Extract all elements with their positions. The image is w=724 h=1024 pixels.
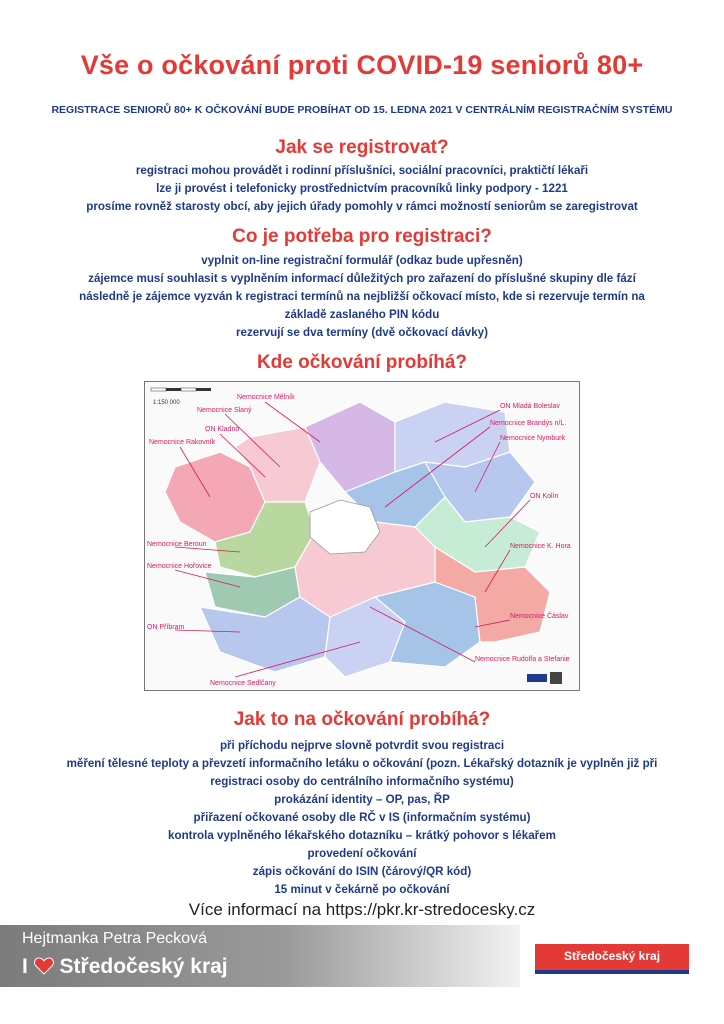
map-label: Nemocnice Nymburk [500, 435, 565, 442]
brand-stripe [535, 970, 689, 974]
more-info-link[interactable]: Více informací na https://pkr.kr-stredocesky.cz [188, 900, 536, 919]
map-label: Nemocnice K. Hora [510, 543, 571, 550]
list-item: základě zaslaného PIN kódu [284, 308, 440, 321]
map-label: Nemocnice Slaný [197, 407, 252, 414]
list-item: lze ji provést i telefonicky prostřednictvím pracovníků linky podpory - 1221 [156, 182, 568, 195]
heart-icon [34, 957, 54, 975]
vaccination-centers-map [144, 381, 580, 691]
list-item: přiřazení očkované osoby dle RČ v IS (informačním systému) [193, 811, 531, 824]
list-item: rezervují se dva termíny (dvě očkovací dávky) [236, 326, 488, 339]
list-item: prosíme rovněž starosty obcí, aby jejich úřady pomohly v rámci možností seniorům se zaregistrovat [86, 200, 638, 213]
map-label: Nemocnice Mělník [237, 394, 295, 401]
list-item: 15 minut v čekárně po očkování [274, 883, 450, 896]
map-label: Nemocnice Brandýs n/L. [490, 420, 567, 427]
page-title: Vše o očkování proti COVID-19 seniorů 80+ [80, 50, 644, 80]
footer-governor: Hejtmanka Petra Pecková [22, 930, 207, 947]
list-item: při příchodu nejprve slovně potvrdit svou registraci [219, 739, 505, 752]
list-item: zápis očkování do ISIN (čárový/QR kód) [252, 865, 472, 878]
region-prague [310, 500, 380, 554]
heading-how-it-goes: Jak to na očkování probíhá? [233, 709, 491, 730]
brand-logo: Středočeský kraj [535, 944, 689, 970]
map-label: Nemocnice Beroun [147, 541, 207, 548]
map-label: ON Kolín [530, 493, 559, 500]
map-label: ON Příbram [147, 624, 185, 631]
scale-bar [151, 388, 211, 406]
list-item: následně je zájemce vyzván k registraci termínů na nejbližší očkovací místo, kde si rezervuje termín na [79, 290, 645, 303]
list-item: vyplnit on-line registrační formulář (odkaz bude upřesněn) [201, 254, 523, 267]
region-map-svg [145, 382, 579, 690]
list-item: zájemce musí souhlasit s vyplněním informací důležitých pro zařazení do příslušné skupiny dle fází [88, 272, 636, 285]
map-label: Nemocnice Rudolfa a Stefanie [475, 656, 570, 663]
list-item: měření tělesné teploty a převzetí informačního letáku o očkování (pozn. Lékařský dotazník je vyplněn již při [66, 757, 658, 770]
map-label: ON Mladá Boleslav [500, 403, 560, 410]
list-item: prokázání identity – OP, pas, ŘP [274, 793, 450, 806]
map-label: Nemocnice Sedlčany [210, 680, 276, 687]
map-logo-box [527, 674, 547, 682]
map-label: Nemocnice Rakovník [149, 439, 216, 446]
list-item: provedení očkování [307, 847, 417, 860]
list-item: registraci mohou provádět i rodinní příslušníci, sociální pracovníci, praktičtí lékaři [135, 164, 589, 177]
heading-what-is-needed: Co je potřeba pro registraci? [232, 226, 492, 247]
how-to-register-list [0, 162, 724, 216]
how-it-goes-list [0, 737, 724, 899]
what-is-needed-list [0, 252, 724, 342]
footer-slogan [22, 955, 228, 979]
scale-label: 1:150 000 [153, 400, 180, 406]
registration-notice: REGISTRACE SENIORŮ 80+ K OČKOVÁNÍ BUDE PROBÍHAT OD 15. LEDNA 2021 V CENTRÁLNÍM REGISTRAČNÍM SYSTÉMU [51, 104, 673, 116]
qr-code-icon [550, 672, 562, 684]
heading-where-vaccination: Kde očkování probíhá? [256, 352, 468, 373]
map-label: ON Kladno [205, 426, 240, 433]
footer-slogan-prefix: I [22, 955, 28, 978]
list-item: kontrola vyplněného lékařského dotazníku – krátký pohovor s lékařem [168, 829, 556, 842]
map-label: Nemocnice Hořovice [147, 563, 212, 570]
heading-how-to-register: Jak se registrovat? [275, 137, 449, 158]
map-label: Nemocnice Čáslav [510, 613, 569, 620]
list-item: registraci osoby do centrálního informačního systému) [210, 775, 514, 788]
footer-slogan-text: Středočeský kraj [59, 955, 228, 978]
